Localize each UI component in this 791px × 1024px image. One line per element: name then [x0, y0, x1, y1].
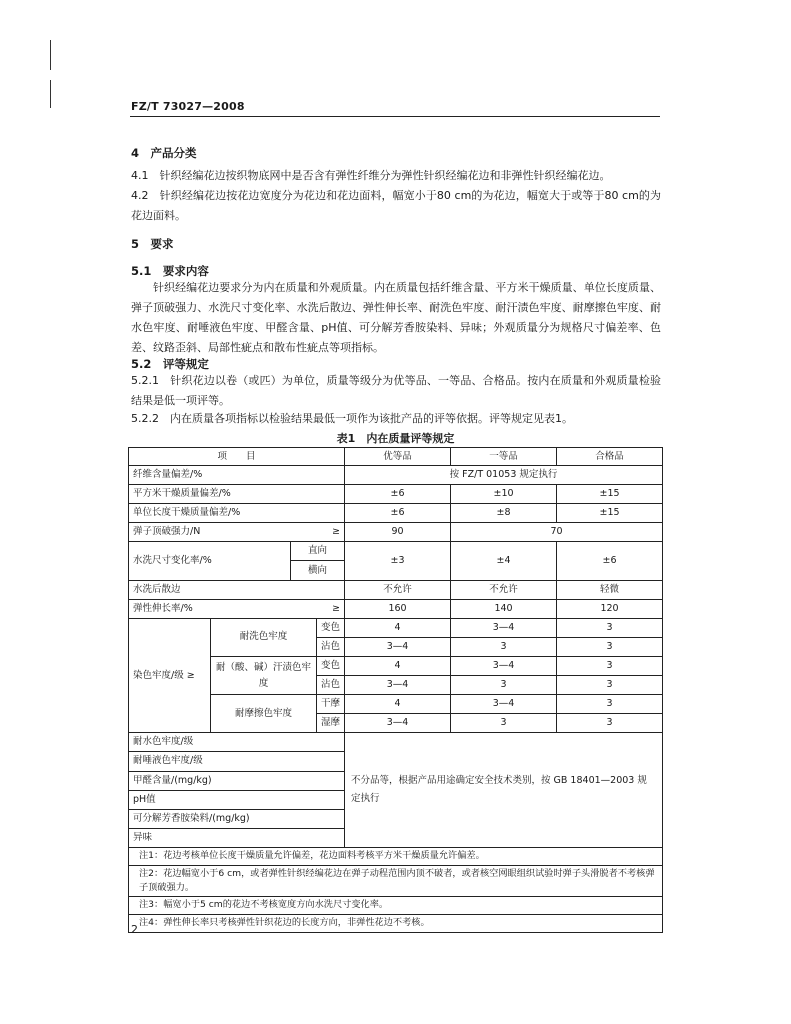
cell-value: 3 [557, 695, 663, 714]
cell-value: ±4 [451, 542, 557, 580]
row-label: 染色牢度/级 ≥ [129, 618, 211, 733]
row-label: 平方米干燥质量偏差/% [129, 485, 345, 504]
safety-requirement: 不分品等，根据产品用途确定安全技术类别，按 GB 18401—2003 规定执行 [345, 733, 663, 848]
cell-value: 140 [451, 599, 557, 618]
row-label: 水洗后散边 [129, 580, 345, 599]
page-number: 2 [131, 923, 138, 936]
cell-value: ±10 [451, 485, 557, 504]
row-value: 按 FZ/T 01053 规定执行 [345, 466, 663, 485]
sub-label: 横向 [291, 561, 345, 580]
row-label: 异味 [129, 828, 345, 847]
cell-value: 3 [557, 637, 663, 656]
cell-value: 3—4 [451, 695, 557, 714]
section-4-2: 4.2 针织经编花边按花边宽度分为花边和花边面料，幅宽小于80 cm的为花边，幅宽大于或等于80 cm的为花边面料。 [131, 189, 661, 222]
sub-group-label: 耐（酸、碱）汗渍色牢度 [211, 656, 317, 694]
row-label: 可分解芳香胺染料/(mg/kg) [129, 809, 345, 828]
sub-label: 变色 [317, 656, 345, 675]
table-row [129, 485, 663, 504]
comparator: ≥ [317, 599, 345, 618]
cell-value: 3 [451, 676, 557, 695]
cell-value: 3 [557, 656, 663, 675]
header-grade-qualified: 合格品 [557, 448, 663, 466]
section-5-1-title: 5.1 要求内容 [131, 264, 209, 278]
cell-value: 轻微 [557, 580, 663, 599]
header-grade-superior: 优等品 [345, 448, 451, 466]
cell-value: 3—4 [345, 714, 451, 733]
table-row [129, 523, 663, 542]
section-5-2-1: 5.2.1 针织花边以卷（或匹）为单位，质量等级分为优等品、一等品、合格品。按内在质量和外观质量检验结果是低一项评等。 [131, 374, 661, 407]
section-5-2-title: 5.2 评等规定 [131, 357, 209, 371]
standard-code: FZ/T 73027—2008 [131, 100, 245, 113]
section-5-2-2: 5.2.2 内在质量各项指标以检验结果最低一项作为该批产品的评等依据。评等规定见表1。 [131, 412, 573, 425]
row-label: 纤维含量偏差/% [129, 466, 345, 485]
cell-value: ±3 [345, 542, 451, 580]
table-note-row [129, 914, 663, 932]
table-note: 注3：幅宽小于5 cm的花边不考核宽度方向水洗尺寸变化率。 [129, 896, 663, 914]
row-label: pH值 [129, 790, 345, 809]
cell-value: ±6 [345, 485, 451, 504]
table-row [129, 466, 663, 485]
cell-value: 不允许 [345, 580, 451, 599]
section-5-1-text: 针织经编花边要求分为内在质量和外观质量。内在质量包括纤维含量、平方米干燥质量、单位长度质量、弹子顶破强力、水洗尺寸变化率、水洗后散边、弹性伸长率、耐洗色牢度、耐汗渍色牢度、耐摩擦色牢度、耐水色牢度、耐唾液色牢度、甲醛含量、pH值、可分解芳香胺染料、异味；外观质量分为规格尺寸偏差率、色差、纹路歪斜、局部性疵点和散布性疵点等项指标。 [131, 281, 661, 354]
table-row [129, 733, 663, 752]
binding-mark [50, 80, 51, 108]
table-note-row [129, 896, 663, 914]
cell-value: 120 [557, 599, 663, 618]
sub-group-label: 耐摩擦色牢度 [211, 695, 317, 733]
sub-label: 沾色 [317, 637, 345, 656]
cell-value: ±15 [557, 485, 663, 504]
cell-value: 3 [451, 637, 557, 656]
cell-value: 90 [345, 523, 451, 542]
cell-value: ±6 [557, 542, 663, 580]
sub-label: 干摩 [317, 695, 345, 714]
table-row [129, 618, 663, 637]
sub-label: 沾色 [317, 676, 345, 695]
section-5-title: 5 要求 [131, 237, 174, 251]
section-4-1: 4.1 针织经编花边按织物底网中是否含有弹性纤维分为弹性针织经编花边和非弹性针织经编花边。 [131, 169, 611, 182]
section-4-title: 4 产品分类 [131, 146, 197, 160]
cell-value: 3 [557, 676, 663, 695]
cell-value: 4 [345, 656, 451, 675]
table-note-row [129, 847, 663, 865]
row-label: 弹性伸长率/% [129, 599, 317, 618]
table-note: 注4：弹性伸长率只考核弹性针织花边的长度方向，非弹性花边不考核。 [129, 914, 663, 932]
sub-label: 变色 [317, 618, 345, 637]
row-label: 耐唾液色牢度/级 [129, 752, 345, 771]
sub-group-label: 耐洗色牢度 [211, 618, 317, 656]
binding-mark [50, 40, 51, 70]
cell-value: 4 [345, 695, 451, 714]
cell-value: ±8 [451, 504, 557, 523]
table-note: 注1：花边考核单位长度干燥质量允许偏差，花边面料考核平方米干燥质量允许偏差。 [129, 847, 663, 865]
cell-value: 70 [451, 523, 663, 542]
table-row [129, 599, 663, 618]
cell-value: 3 [557, 618, 663, 637]
header-grade-first: 一等品 [451, 448, 557, 466]
cell-value: 160 [345, 599, 451, 618]
cell-value: 3—4 [345, 676, 451, 695]
sub-label: 直向 [291, 542, 345, 561]
table-row [129, 580, 663, 599]
sub-label: 湿摩 [317, 714, 345, 733]
table-note-row [129, 865, 663, 896]
cell-value: 3—4 [451, 618, 557, 637]
row-label: 弹子顶破强力/N [129, 523, 317, 542]
cell-value: 4 [345, 618, 451, 637]
comparator: ≥ [317, 523, 345, 542]
table-header-row [129, 448, 663, 466]
cell-value: 3—4 [451, 656, 557, 675]
row-label: 单位长度干燥质量偏差/% [129, 504, 345, 523]
cell-value: ±15 [557, 504, 663, 523]
cell-value: 3—4 [345, 637, 451, 656]
cell-value: 3 [557, 714, 663, 733]
cell-value: ±6 [345, 504, 451, 523]
cell-value: 不允许 [451, 580, 557, 599]
row-label: 甲醛含量/(mg/kg) [129, 771, 345, 790]
header-item: 项 目 [129, 448, 345, 466]
cell-value: 3 [451, 714, 557, 733]
header-rule [130, 116, 660, 117]
table-note: 注2：花边幅宽小于6 cm，或者弹性针织经编花边在弹子动程范围内顶不破者，或者核空网眼组织试验时弹子头滑脱者不考核弹子顶破强力。 [129, 865, 663, 896]
table-row [129, 504, 663, 523]
row-label: 耐水色牢度/级 [129, 733, 345, 752]
quality-table [128, 447, 662, 933]
table-caption: 表1 内在质量评等规定 [336, 432, 455, 445]
table-row [129, 542, 663, 561]
row-label: 水洗尺寸变化率/% [129, 542, 291, 580]
